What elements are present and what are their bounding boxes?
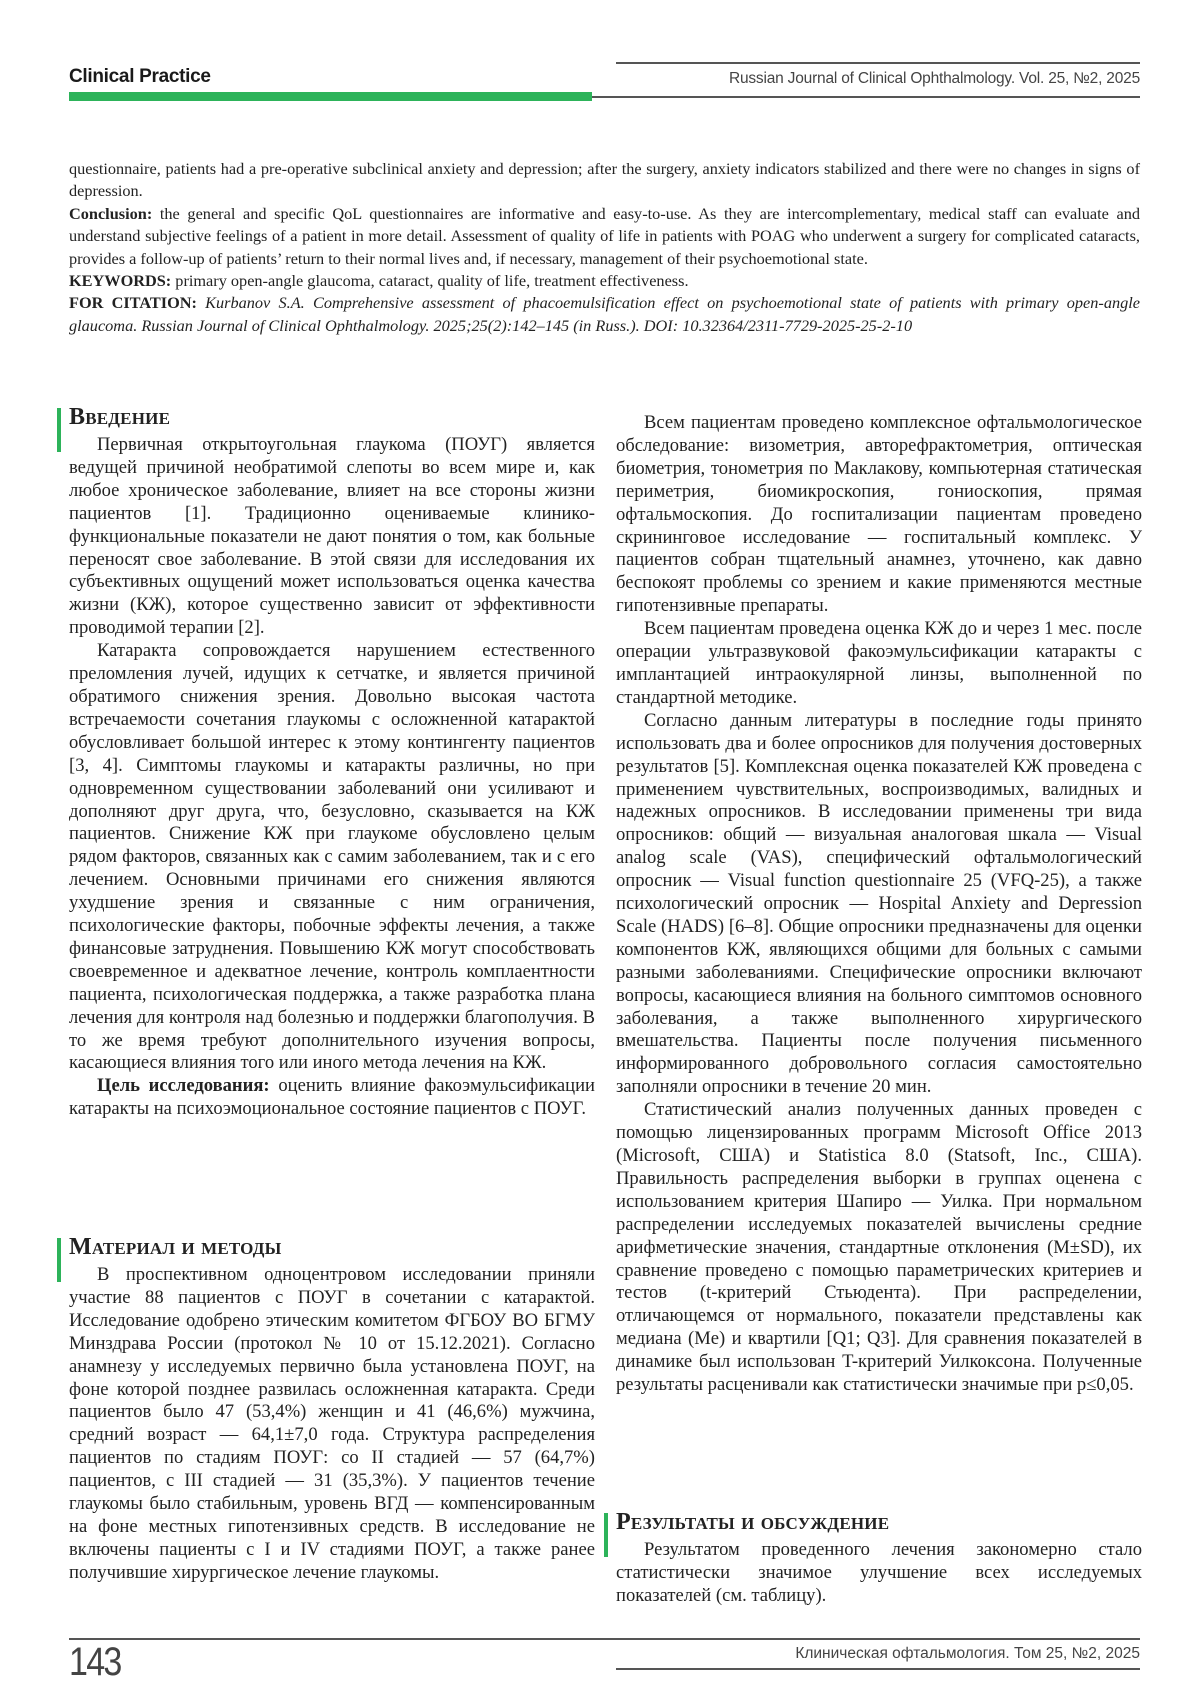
page-number: 143 bbox=[69, 1640, 121, 1685]
aim-text: оценить влияние факоэмульсификации катаракты на психоэмоциональное состояние пациентов с ПОУГ. bbox=[69, 1075, 595, 1119]
accent-bar bbox=[69, 92, 592, 101]
keywords-label: KEYWORDS: bbox=[69, 271, 171, 290]
footer-divider bbox=[616, 1668, 1140, 1670]
footer-divider bbox=[69, 1638, 1140, 1640]
paragraph: Первичная открытоугольная глаукома (ПОУГ) является ведущей причиной необратимой слепоты во всем мире и, как любое хроническое заболевание, влияет на все стороны жизни пациентов [1]. Традиционно оцениваемые клинико-функциональные показатели не дают понятия о том, как больные переносят свое заболевание. В этой связи для исследования их субъективных ощущений может использоваться оценка качества жизни (КЖ), которое существенно зависит от эффективности проводимой терапии [2]. bbox=[69, 434, 595, 640]
heading-results: Результаты и обсуждение bbox=[616, 1509, 889, 1536]
results-text bbox=[616, 1539, 1142, 1608]
journal-title-ru: Клиническая офтальмология. Том 25, №2, 2025 bbox=[795, 1645, 1140, 1663]
journal-title: Russian Journal of Clinical Ophthalmology. Vol. 25, №2, 2025 bbox=[729, 70, 1140, 88]
citation-label: FOR CITATION: bbox=[69, 293, 197, 312]
section-marker bbox=[57, 1238, 61, 1282]
methods-text-right bbox=[616, 412, 1142, 1397]
citation-text: Kurbanov S.A. Comprehensive assessment of phacoemulsification effect on psychoemotional state of patients with primary open-angle glaucoma. Russian Journal of Clinical Ophthalmology. 2025;25(2):142–145 (in Russ.). DOI: 10.32364/2311-7729-2025-25-2-10 bbox=[69, 293, 1140, 334]
heading-methods: Материал и методы bbox=[69, 1234, 282, 1261]
abstract-continuation: questionnaire, patients had a pre-operative subclinical anxiety and depression; after the surgery, anxiety indicators stabilized and there were no changes in signs of depression. bbox=[69, 158, 1140, 203]
keywords-text: primary open-angle glaucoma, cataract, quality of life, treatment effectiveness. bbox=[171, 271, 688, 290]
abstract-conclusion bbox=[69, 203, 1140, 270]
paragraph: Согласно данным литературы в последние годы принято использовать два и более опросников для получения достоверных результатов [5]. Комплексная оценка показателей КЖ проведена с применением чувствительных, воспроизводимых, валидных и надежных опросников. В исследовании применены три вида опросников: общий — визуальная аналоговая шкала — Visual analog scale (VAS), специфический офтальмологический опросник — Visual function questionnaire 25 (VFQ-25), а также психологический опросник — Hospital Anxiety and Depression Scale (HADS) [6–8]. Общие опросники предназначены для оценки компонентов КЖ, являющихся общими для больных с самыми разными заболеваниями. Специфические опросники включают вопросы, касающиеся влияния на больного симптомов основного заболевания, а также выполненного хирургического вмешательства. Пациенты после получения письменного информированного добровольного согласия самостоятельно заполняли опросники в течение 20 мин. bbox=[616, 710, 1142, 1099]
section-marker bbox=[57, 408, 61, 452]
conclusion-label: Conclusion: bbox=[69, 204, 152, 223]
paragraph: Катаракта сопровождается нарушением естественного преломления лучей, идущих к сетчатке, и является причиной обратимого снижения зрения. Довольно высокая частота встречаемости сочетания глаукомы с осложненной катарактой обусловливает большой интерес к этому контингенту пациентов [3, 4]. Симптомы глаукомы и катаракты различны, но при одновременном существовании заболеваний они усиливают и дополняют друг друга, что, безусловно, сказывается на КЖ пациентов. Снижение КЖ при глаукоме обусловлено целым рядом факторов, связанных как с самим заболеванием, так и с его лечением. Основными причинами его снижения являются ухудшение зрения и связанные с ним ограничения, психологические факторы, побочные эффекты лечения, а также финансовые затруднения. Повышению КЖ могут способствовать своевременное и адекватное лечение, контроль комплаентности пациента, психологическая поддержка, а также разработка плана лечения для контроля над болезнью и поддержки благополучия. В то же время требуют дополнительного изучения вопросы, касающиеся влияния того или иного метода лечения на КЖ. bbox=[69, 640, 595, 1075]
methods-text-left bbox=[69, 1264, 595, 1585]
header-divider bbox=[592, 96, 1140, 98]
section-marker bbox=[604, 1513, 608, 1557]
citation bbox=[69, 292, 1140, 337]
paragraph: Статистический анализ полученных данных проведен с помощью лицензированных программ Microsoft Office 2013 (Microsoft, США) и Statistica 8.0 (Statsoft, Inc., США). Правильность распределения выборки в группах оценена с использованием критерия Шапиро — Уилка. При нормальном распределении исследуемых показателей вычислены средние арифметические значения, стандартные отклонения (M±SD), их сравнение проведено с помощью параметрических критериев и тестов (t-критерий Стьюдента). При распределении, отличающемся от нормального, показатели представлены как медиана (Me) и квартили [Q1; Q3]. Для сравнения показателей в динамике был использован T-критерий Уилкоксона. Полученные результаты расценивали как статистически значимые при p≤0,05. bbox=[616, 1099, 1142, 1397]
intro-text bbox=[69, 434, 595, 1121]
paragraph: Результатом проведенного лечения закономерно стало статистически значимое улучшение всех исследуемых показателей (см. таблицу). bbox=[616, 1539, 1142, 1608]
paragraph: Всем пациентам проведена оценка КЖ до и через 1 мес. после операции ультразвуковой факоэмульсификации катаракты с имплантацией интраокулярной линзы, выполненной по стандартной методике. bbox=[616, 618, 1142, 710]
header-divider bbox=[616, 62, 1140, 64]
paragraph: В проспективном одноцентровом исследовании приняли участие 88 пациентов с ПОУГ в сочетании с катарактой. Исследование одобрено этическим комитетом ФГБОУ ВО БГМУ Минздрава России (протокол № 10 от 15.12.2021). Согласно анамнезу у исследуемых первично была установлена ПОУГ, на фоне которой позднее развилась осложненная катаракта. Среди пациентов было 47 (53,4%) женщин и 41 (46,6%) мужчина, средний возраст — 64,1±7,0 года. Структура распределения пациентов по стадиям ПОУГ: со II стадией — 57 (64,7%) пациентов, с III стадией — 31 (35,3%). У пациентов течение глаукомы было стабильным, уровень ВГД — компенсированным на фоне местных гипотензивных средств. В исследование не включены пациенты с I и IV стадиями ПОУГ, а также ранее получившие хирургическое лечение глаукомы. bbox=[69, 1264, 595, 1585]
section-label: Clinical Practice bbox=[69, 66, 211, 88]
heading-introduction: Введение bbox=[69, 404, 170, 431]
keywords bbox=[69, 270, 1140, 292]
aim-label: Цель исследования: bbox=[97, 1075, 270, 1096]
conclusion-text: the general and specific QoL questionnaires are informative and easy-to-use. As they are intercomplementary, medical staff can evaluate and understand subjective feelings of a patient in more detail. Assessment of quality of life in patients with POAG who underwent a surgery for complicated cataracts, provides a follow-up of patients’ return to their normal lives and, if necessary, management of their psychoemotional state. bbox=[69, 204, 1140, 268]
abstract bbox=[69, 158, 1140, 337]
paragraph: Всем пациентам проведено комплексное офтальмологическое обследование: визометрия, авторефрактометрия, оптическая биометрия, тонометрия по Маклакову, компьютерная статическая периметрия, биомикроскопия, гониоскопия, прямая офтальмоскопия. До госпитализации пациентам проведено скрининговое исследование — госпитальный комплекс. У пациентов собран тщательный анамнез, уточнено, как давно беспокоят проблемы со зрением и какие применяются местные гипотензивные препараты. bbox=[616, 412, 1142, 618]
aim-paragraph bbox=[69, 1075, 595, 1121]
